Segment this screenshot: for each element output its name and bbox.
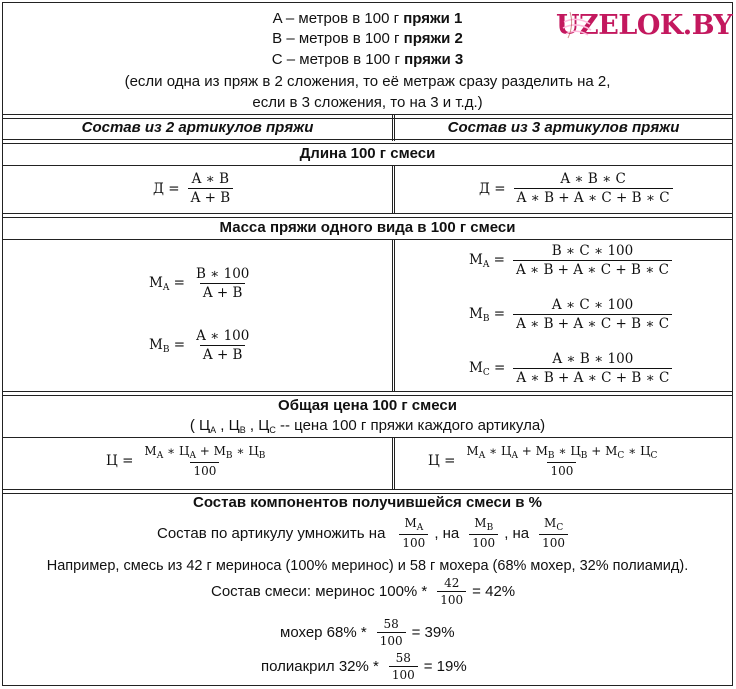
term: M	[144, 444, 157, 458]
header-line-c-text: C – метров в 100 г	[271, 51, 405, 68]
price-formula-three	[428, 444, 662, 478]
header-line-b-bold: пряжи 2	[403, 30, 463, 47]
mass-lhs: $M_A$ =	[149, 274, 185, 293]
fraction-denominator: 100	[377, 632, 406, 648]
fraction-denominator: 100	[469, 534, 498, 550]
fraction-numerator	[401, 516, 426, 534]
header-line-a-bold: пряжи 1	[403, 10, 463, 27]
term: ∗ Ц	[554, 444, 581, 458]
price-formula-two	[106, 444, 270, 478]
price-fraction	[141, 444, 268, 478]
subscript: A	[156, 451, 164, 461]
comma-text: , на	[504, 524, 530, 542]
subscript: A	[511, 451, 518, 461]
subscript: B	[547, 451, 555, 461]
mass-formula-two-a	[149, 266, 254, 301]
price-lhs: Ц =	[106, 453, 134, 469]
subscript: B	[486, 523, 494, 533]
fraction-denominator: 100	[190, 462, 219, 478]
section-length-title: Длина 100 г смеси	[299, 145, 436, 162]
length-fraction-two	[188, 171, 234, 206]
fraction-denominator: 100	[539, 534, 568, 550]
header-line-a-text: A – метров в 100 г	[272, 10, 404, 27]
section-price-title: Общая цена 100 г смеси	[278, 397, 457, 414]
header-line-a	[3, 10, 732, 28]
fraction-numerator: A ∗ B	[191, 171, 230, 187]
subscript: A	[210, 425, 217, 435]
subscript: B	[239, 425, 246, 435]
divider	[3, 437, 732, 438]
mass-fraction	[193, 266, 252, 301]
result-value: = 19%	[423, 658, 467, 675]
logo-text: UZELOK.BY	[556, 9, 733, 41]
symbol: M	[469, 359, 483, 376]
subscript: B	[482, 313, 490, 324]
mass-formula-three-a	[469, 243, 674, 278]
header-line-b	[3, 30, 732, 48]
fraction-numerator: 58	[395, 651, 411, 665]
mass-lhs: $M_C$ =	[469, 359, 506, 378]
fraction-numerator: A ∗ C ∗ 100	[551, 297, 634, 313]
section-mass-title: Масса пряжи одного вида в 100 г смеси	[219, 219, 516, 236]
fraction-numerator	[541, 516, 566, 534]
header-line-b-text: B – метров в 100 г	[272, 30, 404, 47]
header-line-c	[3, 51, 732, 69]
multiply-line	[157, 516, 570, 550]
divider	[3, 165, 732, 166]
mass-fraction	[513, 243, 672, 278]
column-header-two: Состав из 2 артикулов пряжи	[81, 119, 314, 136]
column-divider	[392, 115, 395, 141]
column-divider	[392, 166, 395, 214]
result-value: = 42%	[472, 583, 516, 600]
term: ∗ Ц	[485, 444, 512, 458]
term: ∗ Ц	[232, 444, 259, 458]
term: + M	[587, 444, 618, 458]
fraction-numerator	[471, 516, 496, 534]
length-lhs: Д =	[153, 180, 180, 197]
length-fraction-three	[514, 171, 673, 206]
symbol: M	[149, 336, 163, 353]
result-label: полиакрил 32% *	[261, 658, 379, 675]
price-note	[3, 417, 732, 439]
symbol: M	[149, 274, 163, 291]
fraction-denominator: A ∗ B + A ∗ C + B ∗ C	[513, 314, 672, 332]
mass-lhs: $M_A$ =	[469, 251, 505, 270]
result-fraction	[389, 651, 418, 682]
symbol: M	[469, 305, 483, 322]
subscript: A	[189, 451, 196, 461]
mass-fraction	[513, 351, 672, 386]
result-line-mohair	[280, 617, 455, 648]
fraction-numerator	[463, 444, 660, 462]
subscript: B	[162, 344, 170, 355]
column-divider	[392, 438, 395, 490]
price-fraction	[463, 444, 660, 478]
mass-formula-two-b	[149, 328, 254, 363]
fraction-numerator: 58	[383, 617, 399, 631]
subscript: A	[162, 282, 170, 293]
fraction-denominator: A ∗ B + A ∗ C + B ∗ C	[514, 188, 673, 206]
mass-fraction	[513, 297, 672, 332]
result-fraction	[377, 617, 406, 648]
fraction-denominator: 100	[547, 462, 576, 478]
result-line-polyacryl	[261, 651, 467, 682]
fraction-denominator: A + B	[188, 188, 234, 206]
header-line-c-bold: пряжи 3	[404, 51, 464, 68]
ratio-fraction-a	[399, 516, 428, 550]
mass-lhs: $M_B$ =	[469, 305, 506, 324]
price-note-part: ( Ц	[189, 417, 211, 434]
subscript: B	[258, 451, 266, 461]
ratio-fraction-b	[469, 516, 498, 550]
fraction-denominator: A + B	[200, 345, 246, 363]
fraction-numerator: 42	[444, 576, 460, 590]
fraction-denominator: 100	[399, 534, 428, 550]
section-composition-title: Состав компонентов получившейся смеси в %	[192, 494, 542, 511]
subscript: B	[580, 451, 588, 461]
column-header-three: Состав из 3 артикулов пряжи	[447, 119, 680, 136]
price-lhs: Ц =	[428, 453, 456, 469]
multiply-text: Состав по артикулу умножить на	[157, 524, 386, 542]
fraction-numerator: A ∗ B ∗ C	[560, 171, 626, 187]
symbol: M	[544, 516, 557, 530]
subscript: A	[478, 451, 486, 461]
mass-fraction	[193, 328, 252, 363]
subscript: B	[225, 451, 233, 461]
divider	[3, 391, 732, 396]
fraction-denominator: A ∗ B + A ∗ C + B ∗ C	[513, 368, 672, 386]
subscript: C	[650, 451, 658, 461]
fraction-denominator: 100	[389, 666, 418, 682]
subscript: C	[556, 523, 564, 533]
ratio-fraction-c	[539, 516, 568, 550]
price-note-part: , Ц	[245, 417, 270, 434]
result-label: мохер 68% *	[280, 624, 367, 641]
result-fraction	[437, 576, 466, 607]
fraction-numerator: B ∗ 100	[195, 266, 250, 282]
subscript: C	[269, 425, 276, 435]
header-note-1: (если одна из пряж в 2 сложения, то её метраж сразу разделить на 2,	[124, 73, 611, 90]
divider	[3, 239, 732, 240]
mass-formula-three-c	[469, 351, 674, 386]
term: ∗ Ц	[624, 444, 651, 458]
length-formula-three	[479, 171, 675, 206]
subscript: A	[416, 523, 424, 533]
comma-text: , на	[434, 524, 460, 542]
divider	[3, 139, 732, 144]
result-line-merino	[211, 576, 515, 607]
fraction-numerator: B ∗ C ∗ 100	[551, 243, 634, 259]
price-note-part: , Ц	[216, 417, 240, 434]
term: + M	[517, 444, 548, 458]
fraction-denominator: 100	[437, 591, 466, 607]
subscript: C	[617, 451, 625, 461]
term: ∗ Ц	[163, 444, 190, 458]
subscript: C	[482, 367, 490, 378]
formula-sheet	[2, 2, 733, 686]
header-note-2: если в 3 сложения, то на 3 и т.д.)	[252, 94, 483, 111]
price-note-part: -- цена 100 г пряжи каждого артикула)	[275, 417, 546, 434]
mass-formula-three-b	[469, 297, 674, 332]
term: M	[466, 444, 479, 458]
example-text: Например, смесь из 42 г мериноса (100% меринос) и 58 г мохера (68% мохер, 32% полиамид).	[46, 558, 689, 574]
result-label: Состав смеси: меринос 100% *	[211, 583, 428, 600]
fraction-numerator	[141, 444, 268, 462]
symbol: M	[469, 251, 483, 268]
subscript: A	[482, 259, 490, 270]
fraction-denominator: A ∗ B + A ∗ C + B ∗ C	[513, 260, 672, 278]
fraction-numerator: A ∗ 100	[196, 328, 250, 344]
result-value: = 39%	[411, 624, 455, 641]
column-divider	[392, 240, 395, 392]
fraction-numerator: A ∗ B ∗ 100	[552, 351, 634, 367]
symbol: M	[474, 516, 487, 530]
length-formula-two	[153, 171, 235, 206]
mass-lhs: $M_B$ =	[149, 336, 186, 355]
divider	[3, 213, 732, 218]
symbol: M	[404, 516, 417, 530]
fraction-denominator: A + B	[200, 283, 246, 301]
term: + M	[195, 444, 226, 458]
length-lhs: Д =	[479, 180, 506, 197]
